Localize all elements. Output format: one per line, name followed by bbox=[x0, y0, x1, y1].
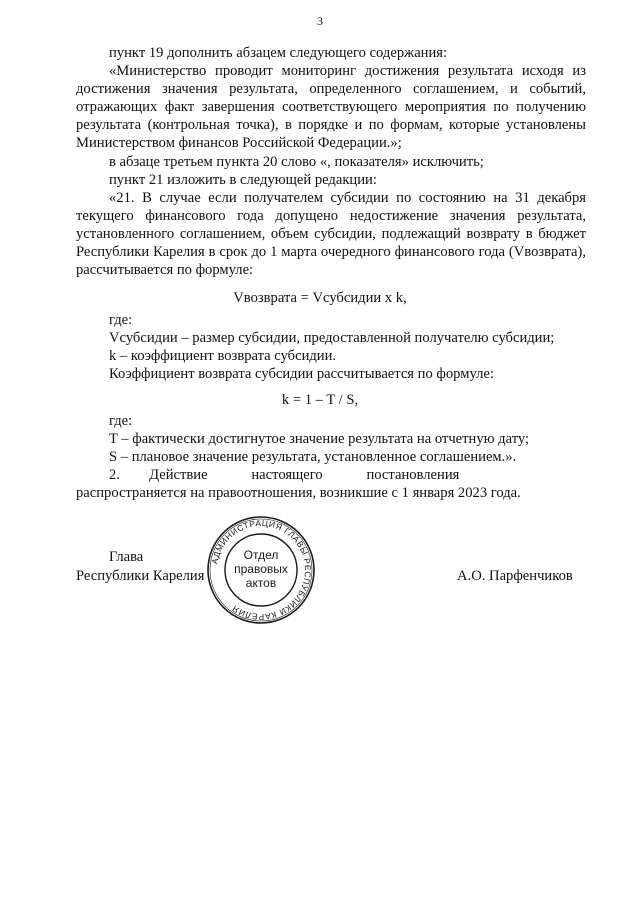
svg-text:Отдел: Отдел bbox=[243, 548, 279, 562]
paragraph: k – коэффициент возврата субсидии. bbox=[109, 348, 337, 365]
paragraph: 2. Действие настоящего постановления распространяется на правоотношения, возникшие с 1 января 2023 года. bbox=[76, 467, 521, 502]
paragraph: в абзаце третьем пункта 20 слово «, показателя» исключить; bbox=[109, 153, 484, 170]
document-body-bottom bbox=[76, 412, 586, 502]
page-number: 3 bbox=[317, 14, 323, 28]
svg-text:АДМИНИСТРАЦИЯ ГЛАВЫ РЕСПУБЛИКИ: АДМИНИСТРАЦИЯ ГЛАВЫ РЕСПУБЛИКИ КАРЕЛИЯ bbox=[209, 517, 314, 623]
stamp-seal bbox=[198, 515, 324, 625]
paragraph: S – плановое значение результата, установленное соглашением.». bbox=[109, 449, 517, 466]
paragraph: T – фактически достигнутое значение результата на отчетную дату; bbox=[109, 431, 530, 448]
paragraph: Коэффициент возврата субсидии рассчитывается по формуле: bbox=[109, 366, 494, 383]
paragraph: «21. В случае если получателем субсидии по состоянию на 31 декабря текущего финансового года допущено недостижение значения результата, установленного соглашением, объем субсидии, подлежащий возврату в бюджет Республики Карелия в срок до 1 марта очередного финансового года (Vвозврата), рассчитывается по формуле: bbox=[76, 189, 586, 279]
paragraph: где: bbox=[109, 312, 133, 328]
svg-text:актов: актов bbox=[245, 576, 277, 590]
formula-coefficient: k = 1 – T / S, bbox=[281, 392, 359, 408]
signatory-org: Республики Карелия bbox=[76, 568, 205, 584]
svg-text:правовых: правовых bbox=[234, 562, 288, 576]
signatory-name: А.О. Парфенчиков bbox=[457, 568, 573, 584]
document-body-mid bbox=[76, 311, 586, 383]
formula-refund: Vвозврата = Vсубсидии х k, bbox=[233, 290, 407, 306]
paragraph: «Министерство проводит мониторинг достижения результата исходя из достижения значения результата, определенного соглашением, и событий, отражающих факт завершения соответствующего мероприятия по получению результата (контрольная точка), в порядке и по формам, которые установлены Министерством финансов Российской Федерации.»; bbox=[76, 63, 586, 152]
document-body-top bbox=[76, 44, 586, 279]
paragraph: пункт 21 изложить в следующей редакции: bbox=[109, 171, 377, 188]
paragraph: где: bbox=[109, 413, 133, 429]
signatory-title: Глава bbox=[109, 549, 144, 565]
paragraph: пункт 19 дополнить абзацем следующего содержания: bbox=[109, 45, 448, 61]
paragraph: Vсубсидии – размер субсидии, предоставленной получателю субсидии; bbox=[109, 330, 555, 347]
